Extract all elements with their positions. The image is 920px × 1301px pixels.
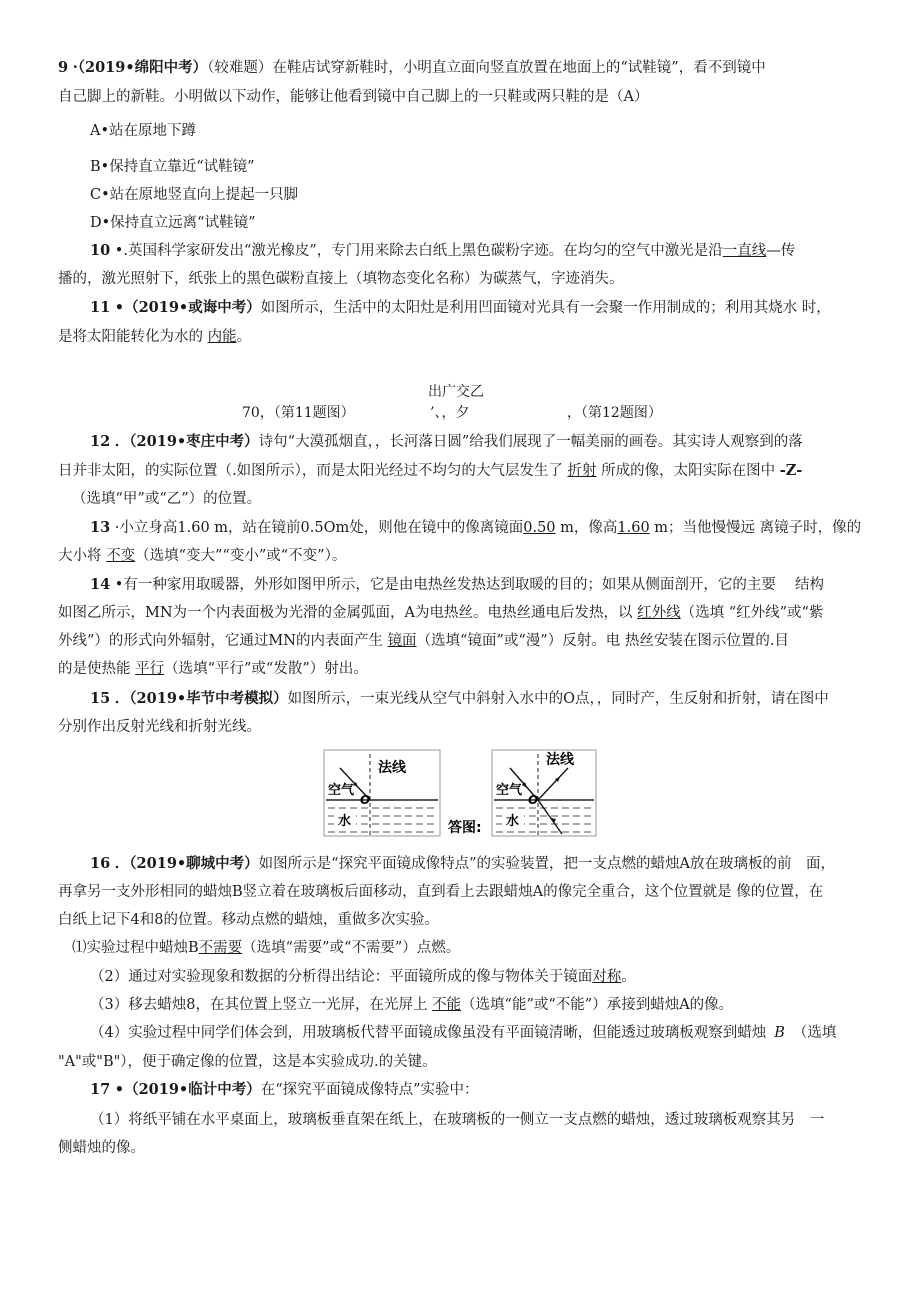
q10-text-end: —传	[766, 243, 796, 259]
q12-line2	[58, 457, 868, 485]
q11-text2-end: 。	[236, 329, 252, 345]
q16-sub3-text-end: （选填“能”或“不能”）承接到蜡烛A的像。	[461, 997, 734, 1013]
q10-answer: 一直线	[722, 243, 767, 259]
q14-answer2: 镜面	[387, 633, 417, 649]
q14-text4-end: （选填“平行”或“发散”）射出。	[164, 661, 368, 677]
q9-line1	[58, 54, 868, 82]
q15-water-label: 水	[338, 814, 352, 829]
q17-line1	[90, 1076, 900, 1104]
q12-text2: 日并非太阳，的实际位置（.如图所示），而是太阳光经过不均匀的大气层发生了	[58, 463, 568, 479]
q14-text3: 外线”）的形式向外辐射，它通过MN的内表面产生	[58, 633, 388, 649]
q17-number: 17	[90, 1081, 111, 1098]
q14-answer3: 平行	[135, 661, 165, 677]
q12-number: 12	[90, 433, 111, 450]
q16-sub1-text: ⑴实验过程中蜡烛B	[72, 940, 199, 956]
q15-answer-diagram	[492, 750, 596, 836]
q15-number: 15	[90, 690, 111, 707]
q15-point-label: O	[360, 793, 371, 807]
q11-text2: 是将太阳能转化为水的	[58, 329, 208, 345]
q11-line2	[58, 323, 868, 351]
q15-source: ．（2019•毕节中考模拟）	[114, 690, 288, 707]
q13-text: ·小立身高1.60 m，站在镜前0.5Om处，则他在镜中的像离镜面	[114, 520, 524, 536]
q13-answer3: 不变	[106, 548, 136, 564]
figure12-caption-prefix: ，	[567, 405, 581, 421]
q12-text2-mid: 所成的像，太阳实际在图中	[596, 463, 780, 479]
figure11-caption	[242, 402, 355, 422]
q13-number: 13	[90, 519, 111, 536]
q14-text3-end: （选填“镜面”或“漫”）反射。电 热丝安装在图示位置的.目	[416, 633, 789, 649]
q16-sub4-text-end: （选填	[792, 1025, 837, 1041]
q16-line1	[90, 850, 900, 878]
q13-text-mid: m，像高	[555, 520, 618, 536]
q11-line1	[90, 294, 900, 322]
q11-answer2: 内能	[207, 329, 237, 345]
q12-answer1: 折射	[567, 463, 597, 479]
q9-option-a: A•站在原地下蹲	[90, 123, 197, 139]
q13-line2	[58, 542, 868, 570]
q15-line1	[90, 685, 900, 713]
q15-answer-air-label: 空气	[496, 783, 523, 798]
q15-answer-point-label: O	[528, 793, 539, 807]
q12-text: 诗句“大漠孤烟直，，长河落日圆”给我们展现了一幅美丽的画卷。其实诗人观察到的落	[258, 434, 803, 450]
q16-sub2-answer: 对称	[592, 969, 622, 985]
q11-answer1: 一会聚一	[579, 300, 638, 316]
q11-number: 11	[90, 299, 111, 316]
q17-sub1: （1）将纸平铺在水平桌面上，玻璃板垂直架在纸上，在玻璃板的一侧立一支点燃的蜡烛，透过玻璃板观察其另 一	[90, 1112, 825, 1128]
figure12-caption	[567, 402, 662, 422]
figure12-caption-text: （第12题图）	[581, 405, 662, 421]
q14-line4	[58, 655, 868, 683]
q11-text: 如图所示，生活中的太阳灶是利用凹面镜对光具有	[260, 300, 580, 316]
q13-answer1: 0.50	[523, 520, 556, 536]
q16-sub1	[72, 934, 882, 962]
q14-text: •有一种家用取暖器，外形如图甲所示，它是由电热丝发热达到取暖的目的；如果从侧面剖开，它的主要 结构	[114, 577, 824, 593]
q16-sub2	[90, 963, 900, 991]
q13-text2-end: （选填“变大”“变小”或“不变”）。	[135, 548, 347, 564]
q11-source: •（2019•或诲中考）	[114, 299, 261, 316]
q13-line1	[90, 514, 900, 542]
q14-text2: 如图乙所示，MN为一个内表面极为光滑的金属弧面，A为电热丝。电热丝通电后发热，以	[58, 605, 638, 621]
q16-sub2-text-end: 。	[621, 969, 636, 985]
q14-line1	[90, 571, 900, 599]
q16-sub4-text: （4）实验过程中同学们体会到，用玻璃板代替平面镜成像虽没有平面镜清晰，但能透过玻璃板观察到蜡烛	[90, 1025, 767, 1041]
q14-line2	[58, 599, 868, 627]
q16-sub3-text: （3）移去蜡烛8，在其位置上竖立一光屏，在光屏上	[90, 997, 433, 1013]
q14-number: 14	[90, 576, 111, 593]
q9-source: ·（2019•绵阳中考）	[72, 59, 208, 76]
q16-number: 16	[90, 855, 111, 872]
q9-text: 在鞋店试穿新鞋时，小明直立面向竖直放置在地面上的“试鞋镜”，看不到镜中	[272, 60, 766, 76]
q10-text: •.英国科学家研发出“激光橡皮”，专门用来除去白纸上黑色碳粉字迹。在均匀的空气中激光是沿	[114, 243, 723, 259]
q9-option-d: D•保持直立远离“试鞋镜”	[90, 215, 256, 231]
q16-sub4-answer: B	[774, 1025, 785, 1041]
q17-sub1-line2: 侧蜡烛的像。	[58, 1140, 145, 1156]
q16-sub1-answer: 不需要	[198, 940, 243, 956]
q15-line2: 分别作出反射光线和折射光线。	[58, 719, 261, 735]
q9-difficulty: （较难题）	[207, 60, 273, 76]
q15-answer-water-label: 水	[506, 814, 520, 829]
q16-line3: 白纸上记下4和8的位置。移动点燃的蜡烛，重做多次实验。	[58, 912, 439, 928]
q16-sub3-answer: 不能	[432, 997, 462, 1013]
q13-text-end: m；当他慢慢远 离镜子时，像的	[649, 520, 862, 536]
q14-answer1: 红外线	[637, 605, 681, 621]
q14-text4: 的是使热能	[58, 661, 136, 677]
q16-source: ．（2019•聊城中考）	[114, 855, 259, 872]
q12-answer2: -Z-	[779, 462, 803, 479]
figure11-caption-prefix: 70，	[242, 405, 274, 421]
q17-source: •（2019•临计中考）	[114, 1081, 261, 1098]
q10-number: 10	[90, 242, 111, 259]
q15-answer-normal-label: 法线	[546, 752, 574, 768]
q15-figure	[322, 748, 598, 838]
q14-line3	[58, 627, 868, 655]
q10-line1	[90, 237, 900, 265]
q11-text-end: 作用制成的；利用其烧水 时，	[637, 300, 831, 316]
q15-text: 如图所示，一束光线从空气中斜射入水中的O点，，同时产，生反射和折射，请在图中	[287, 691, 829, 707]
q15-normal-label: 法线	[378, 760, 406, 776]
q12-source: ．（2019•枣庄中考）	[114, 433, 259, 450]
q9-line2: 自己脚上的新鞋。小明做以下动作，能够让他看到镜中自己脚上的一只鞋或两只鞋的是（A）	[58, 89, 649, 105]
figure11-caption-text: （第11题图）	[273, 405, 355, 421]
q13-answer2: 1.60	[617, 520, 650, 536]
q10-line2: 播的，激光照射下，纸张上的黑色碳粉直接上（填物态变化名称）为碳蒸气，字迹消失。	[58, 271, 624, 287]
q9-option-b: B•保持直立靠近“试鞋镜”	[90, 159, 255, 175]
q15-answer-label: 答图:	[448, 820, 482, 836]
q15-air-label: 空气	[328, 783, 355, 798]
q9-option-c: C•站在原地竖直向上提起一只脚	[90, 187, 299, 203]
q16-line2: 再拿另一支外形相同的蜡烛B竖立着在玻璃板后面移动，直到看上去跟蜡烛A的像完全重合，这个位置就是 像的位置，在	[58, 884, 824, 900]
q17-text: 在“探究平面镜成像特点”实验中：	[260, 1082, 479, 1098]
q12-line1	[90, 428, 900, 456]
figure-caption-garbled: 出广交乙	[428, 384, 484, 400]
q16-sub3	[90, 991, 900, 1019]
figure-caption-mid: ’、，夕	[430, 405, 470, 421]
q9-number: 9	[58, 59, 69, 76]
q16-sub2-text: （2）通过对实验现象和数据的分析得出结论：平面镜所成的像与物体关于镜面	[90, 969, 593, 985]
q16-sub4	[90, 1019, 900, 1047]
q16-text: 如图所示是“探究平面镜成像特点”的实验装置，把一支点燃的蜡烛A放在玻璃板的前 面，	[258, 856, 835, 872]
q15-question-diagram	[324, 750, 440, 836]
q12-line3: （选填“甲”或“乙”）的位置。	[72, 491, 262, 507]
q16-sub4-line2: "A"或"B"），便于确定像的位置，这是本实验成功.的关键。	[58, 1054, 437, 1070]
q14-text2-end: （选填 “红外线”或“紫	[680, 605, 824, 621]
q16-sub1-text-end: （选填“需要”或“不需要”）点燃。	[242, 940, 461, 956]
q13-text2: 大小将	[58, 548, 107, 564]
